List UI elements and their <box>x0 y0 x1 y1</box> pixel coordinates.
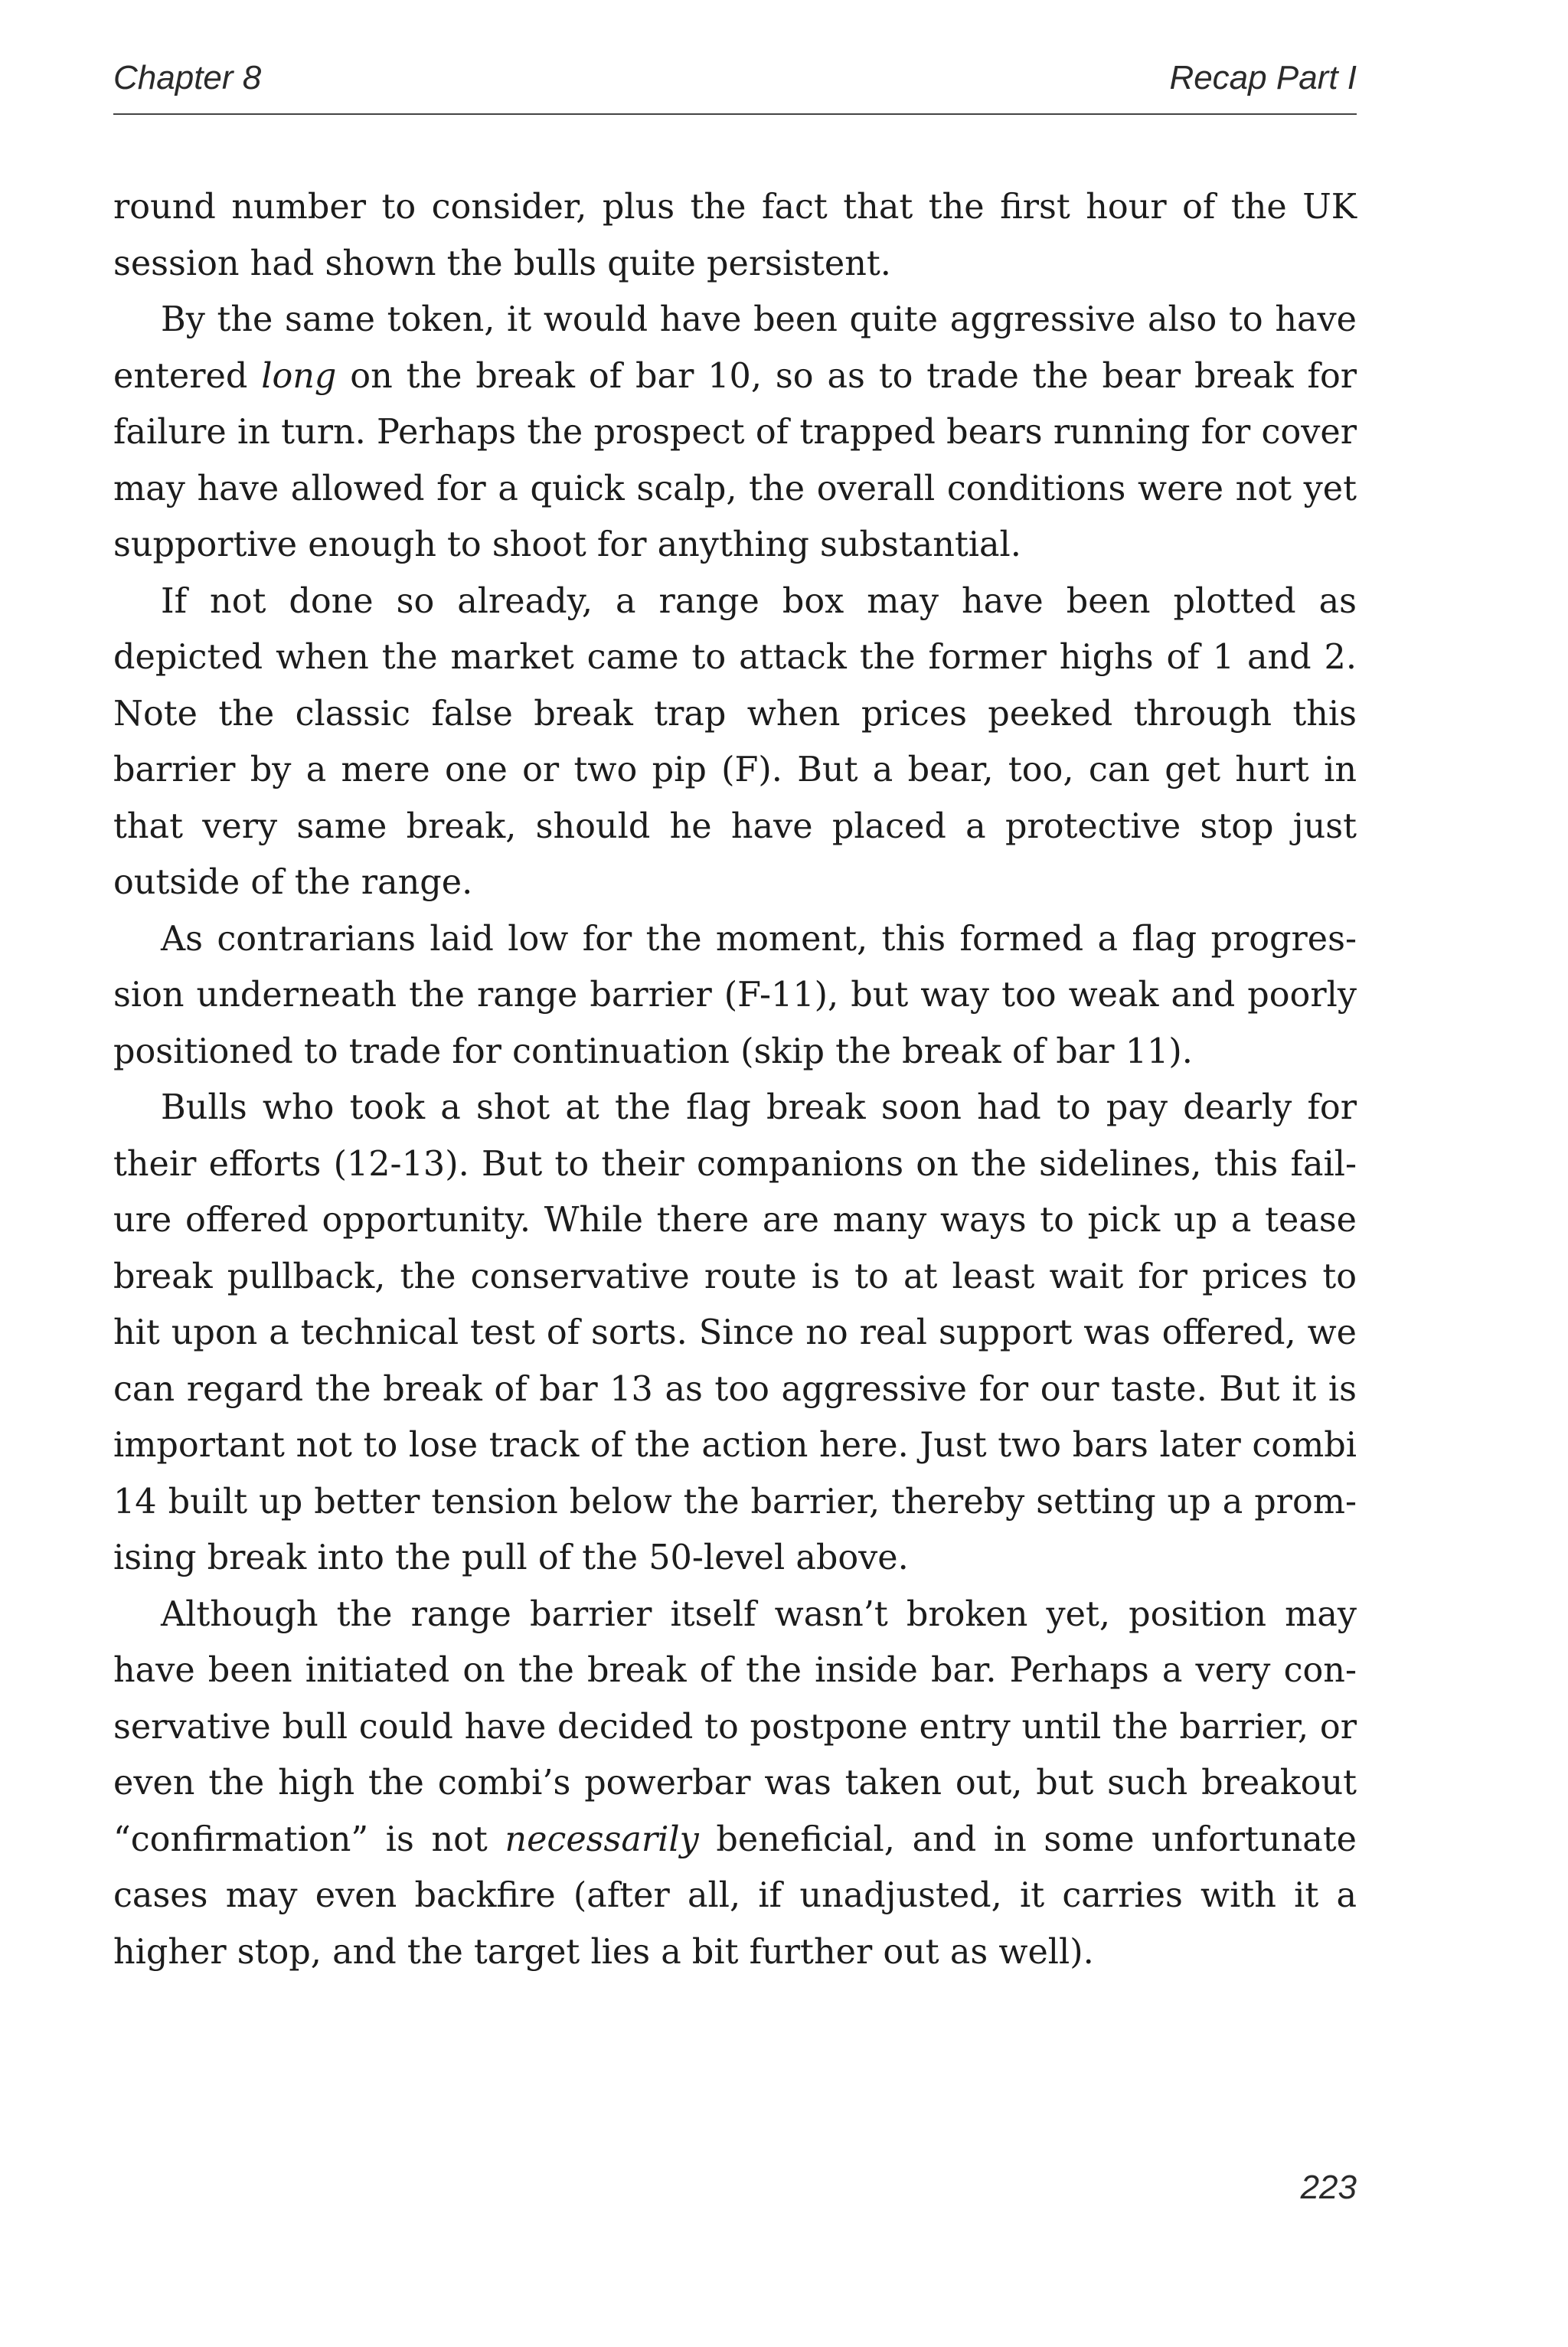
paragraph-1: round number to consider, plus the fact that the first hour of the UK session had shown the bulls quite persistent. <box>113 188 1357 283</box>
paragraph-4: As contrarians laid low for the moment, this formed a flag progression underneath the range barrier (F-11), but way too weak and poorly positioned to trade for continuation (skip the break of bar 11). <box>113 919 1357 1071</box>
paragraph-2: By the same token, it would have been quite aggressive also to have entered long on the break of bar 10, so as to trade the bear break for failure in turn. Perhaps the prospect of trapped bears running for cover may have allowed for a quick scalp, the overall conditions were not yet supportive enough to shoot for anything substantial. <box>113 300 1357 564</box>
paragraph-3: If not done so already, a range box may have been plotted as depicted when the market came to attack the former highs of 1 and 2. Note the classic false break trap when prices peeked through this barrier by a mere one or two pip (F). But a bear, too, can get hurt in that very same break, should he have placed a protective stop just outside of the range. <box>113 581 1357 902</box>
running-head <box>113 47 1357 115</box>
emphasis-necessarily: necessarily <box>505 1819 699 1859</box>
emphasis-long: long <box>261 356 337 396</box>
section-label: Recap Part I <box>1169 59 1357 96</box>
paragraph-5: Bulls who took a shot at the flag break soon had to pay dearly for their efforts (12-13). But to their companions on the sidelines, this failure offered opportunity. While there are many ways to pick up a tease break pullback, the conservative route is to at least wait for prices to hit upon a technical test of sorts. Since no real support was offered, we can regard the break of bar 13 as too aggressive for our taste. But it is important not to lose track of the action here. Just two bars later combi 14 built up better tension below the barrier, thereby setting up a promising break into the pull of the 50-level above. <box>113 1088 1357 1577</box>
chapter-label: Chapter 8 <box>113 59 262 96</box>
page-number: 223 <box>1300 2169 1357 2206</box>
paragraph-6: Although the range barrier itself wasn’t broken yet, position may have been initiated on the break of the inside bar. Perhaps a very conservative bull could have decided to postpone entry until the barrier, or even the high the combi’s powerbar was taken out, but such breakout “confirmation” is not necessarily beneficial, and in some unfortunate cases may even backfire (after all, if unadjusted, it carries with it a higher stop, and the target lies a bit further out as well). <box>113 1594 1357 1972</box>
body-text <box>113 179 1357 1980</box>
